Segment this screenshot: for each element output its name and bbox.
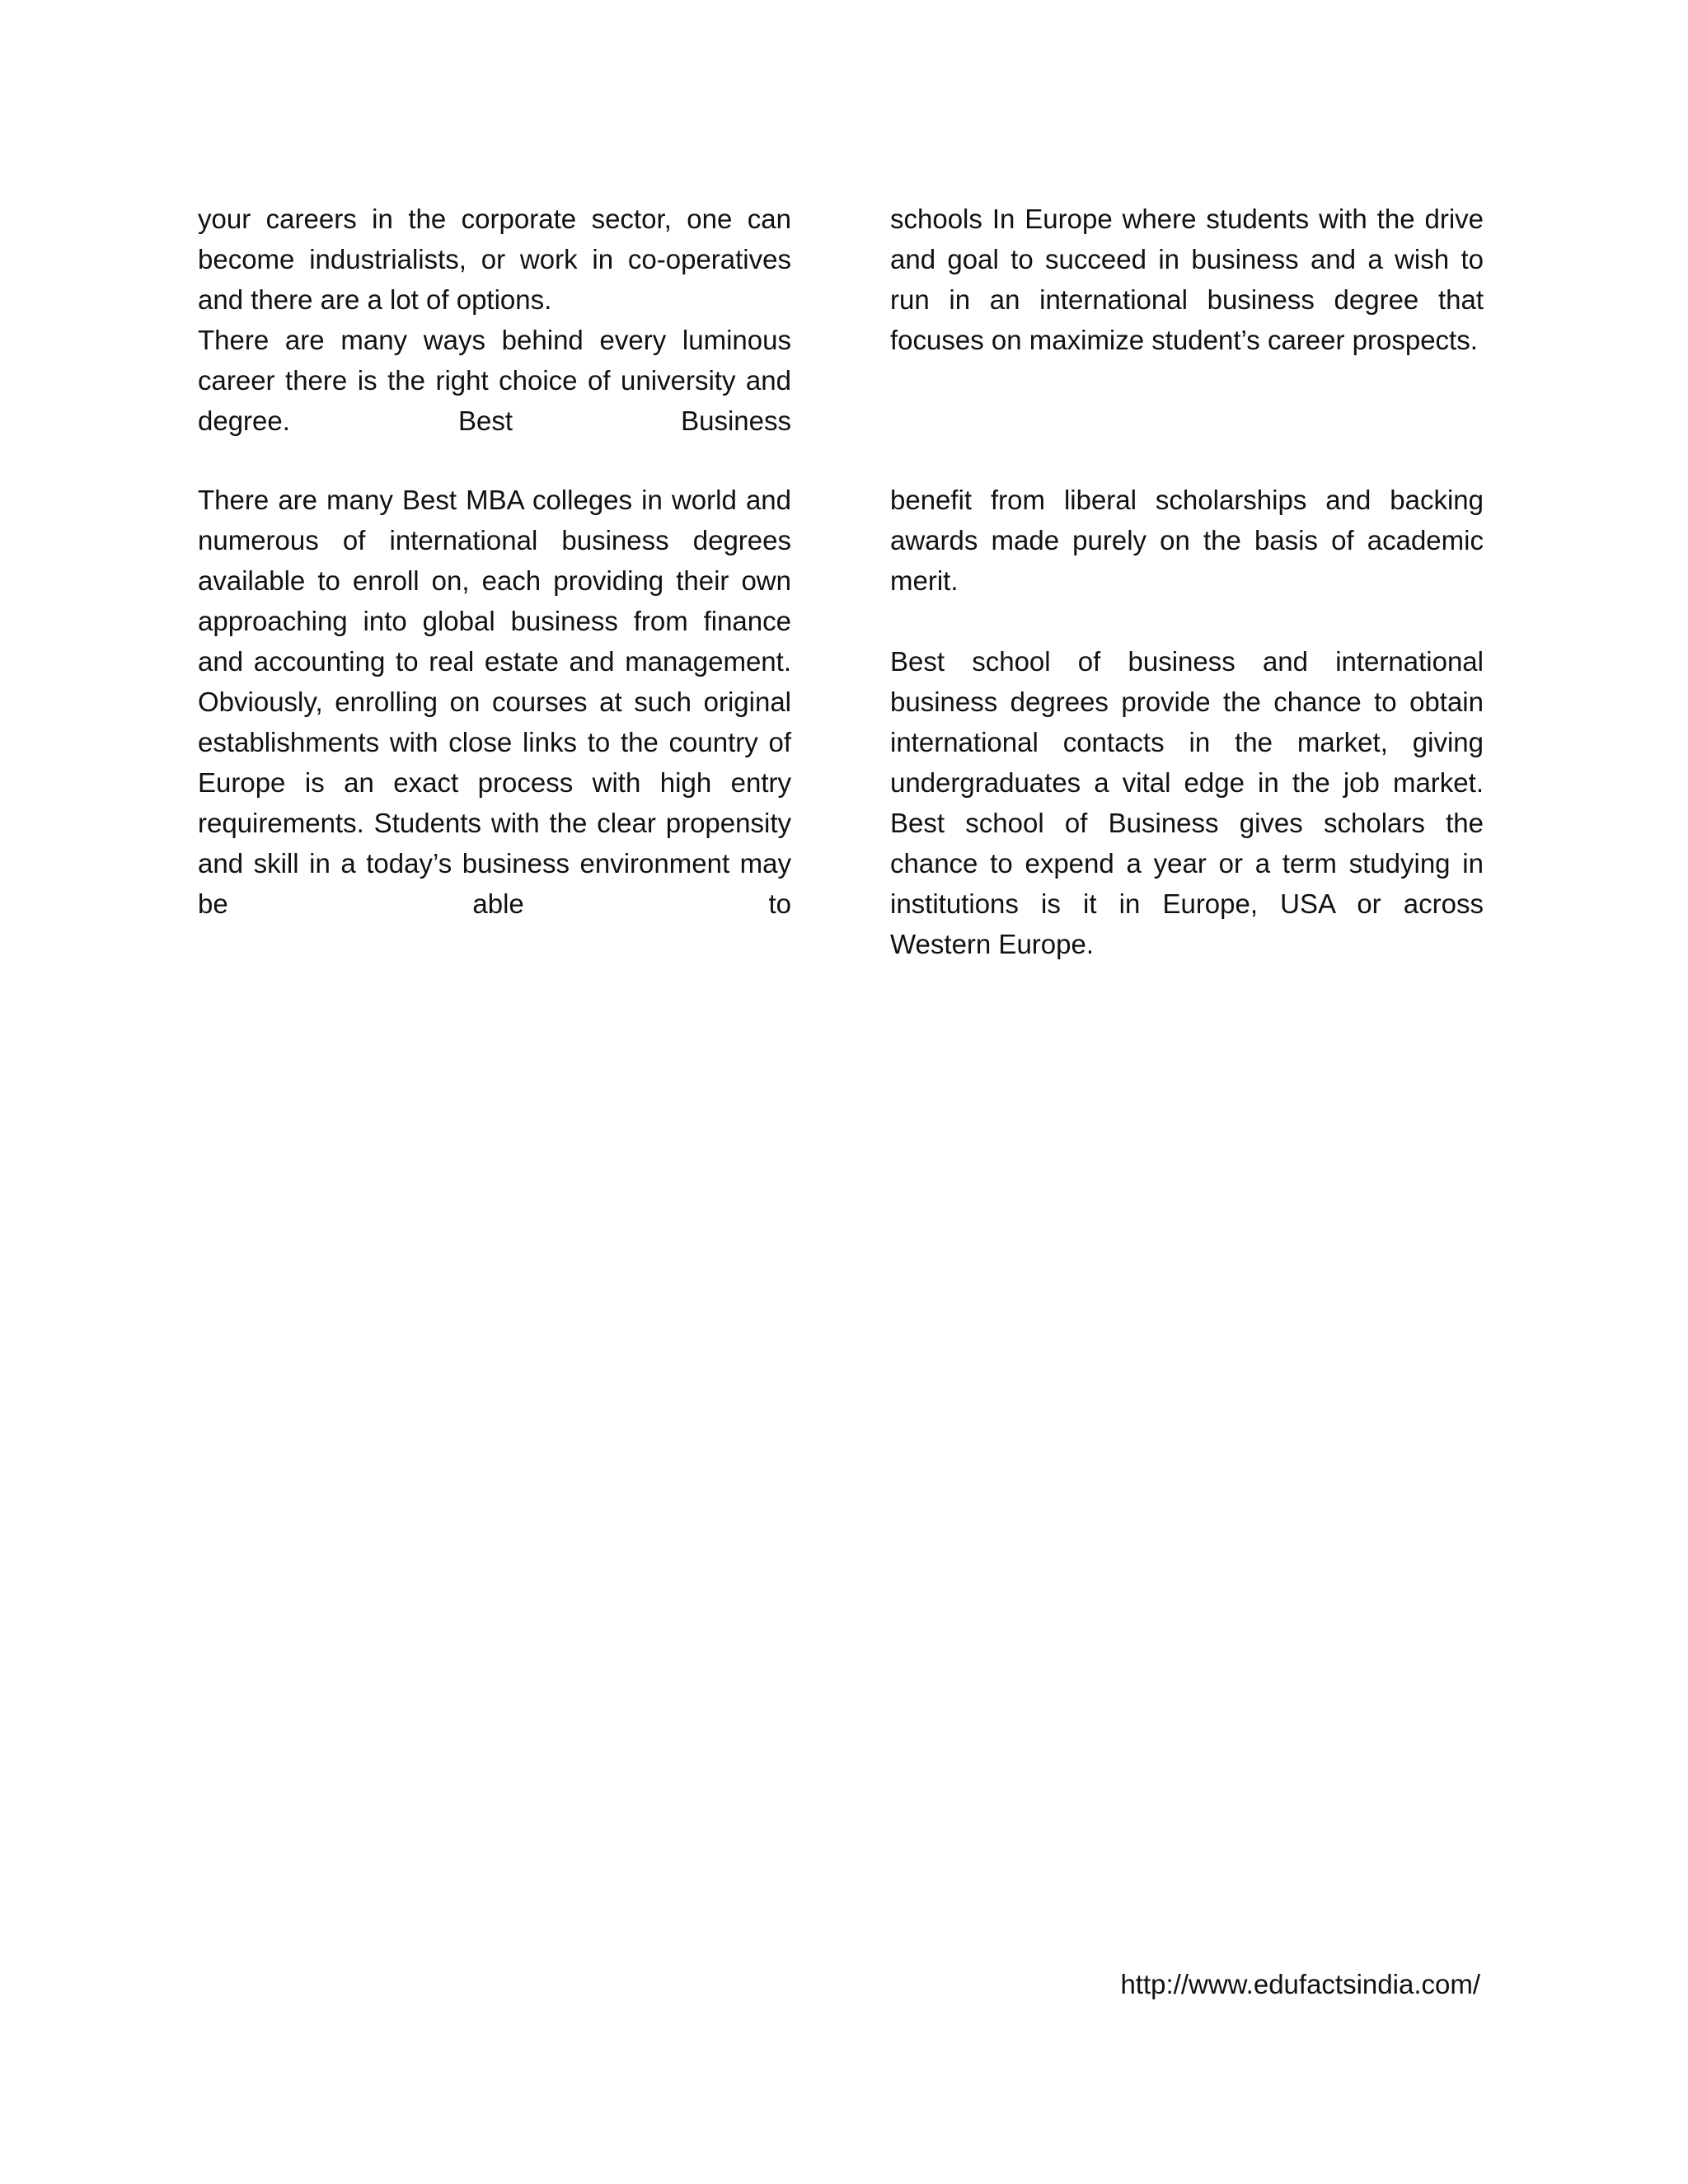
paragraph-careers: your careers in the corporate sector, one can become industrialists, or work in co-operatives and there are a lot of options. <box>198 204 791 315</box>
right-column-top <box>890 199 1484 360</box>
paragraph-ways: There are many ways behind every luminous career there is the right choice of university and degree. Best Business <box>198 325 791 436</box>
left-column-bottom <box>198 480 791 924</box>
paragraph-mba-colleges: There are many Best MBA colleges in world and numerous of international business degrees available to enroll on, each providing their own approaching into global business from finance and accounting to real estate and management. Obviously, enrolling on courses at such original establishments with close links to the country of Europe is an exact process with high entry requirements. Students with the clear propensity and skill in a today’s business environment may be able to <box>198 485 791 919</box>
left-column-top <box>198 199 791 441</box>
paragraph-scholarships: benefit from liberal scholarships and backing awards made purely on the basis of academic merit. <box>890 485 1484 596</box>
right-column-bottom <box>890 480 1484 964</box>
paragraph-schools-europe: schools In Europe where students with the drive and goal to succeed in business and a wish to run in an international business degree that focuses on maximize student’s career prospects. <box>890 204 1484 355</box>
footer-url: http://www.edufactsindia.com/ <box>1120 1969 1480 1999</box>
paragraph-best-school: Best school of business and international business degrees provide the chance to obtain international contacts in the market, giving undergraduates a vital edge in the job market. Best school of Business gives scholars the chance to expend a year or a term studying in institutions is it in Europe, USA or across Western Europe. <box>890 646 1484 959</box>
